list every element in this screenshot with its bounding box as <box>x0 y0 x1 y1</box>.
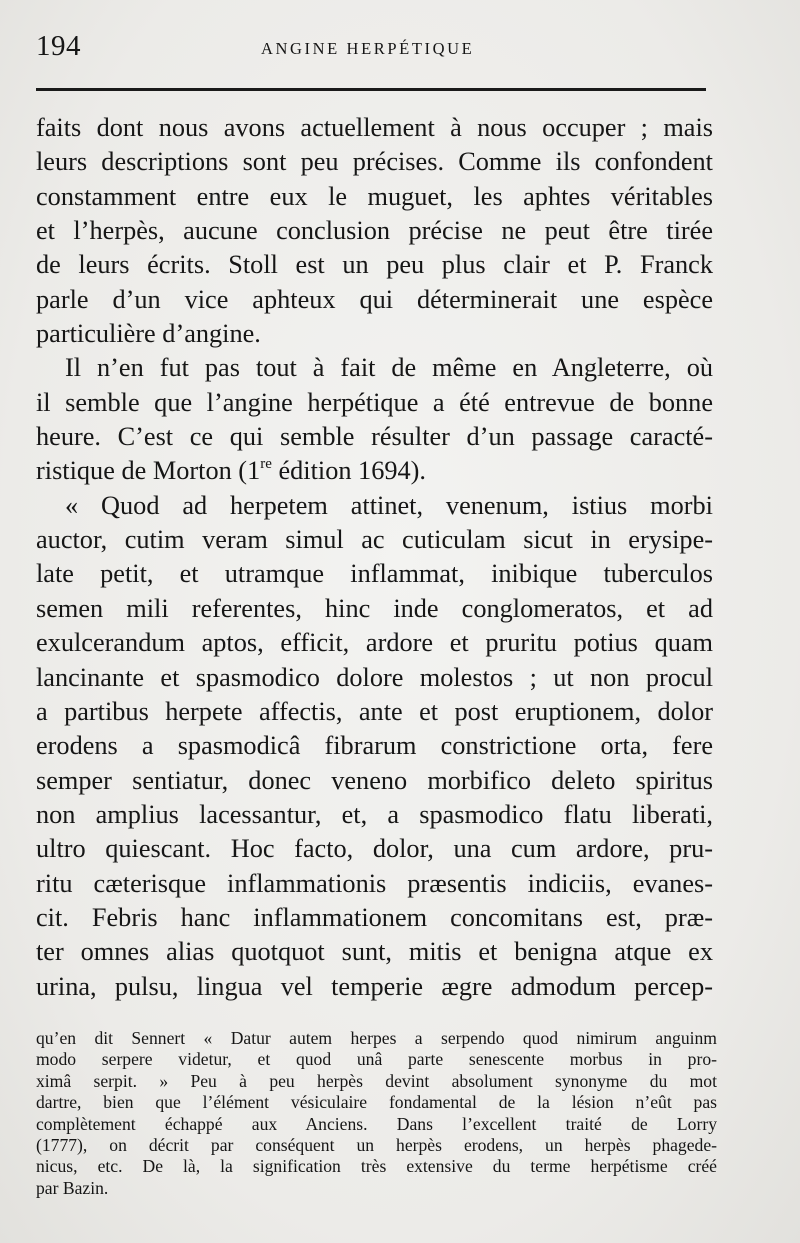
body-line: particulière d’angine. <box>36 319 261 349</box>
body-line: heure. C’est ce qui semble résulter d’un passage caracté- <box>36 422 713 452</box>
body-line: Il n’en fut pas tout à fait de même en Angleterre, où <box>65 353 713 383</box>
edition-superscript: re <box>260 455 272 472</box>
body-line: exulcerandum aptos, efficit, ardore et pruritu potius quam <box>36 628 713 658</box>
body-line: ritu cæterisque inflammationis præsentis indiciis, evanes- <box>36 868 713 898</box>
body-line: semper sentiatur, donec veneno morbifico deleto spiritus <box>36 765 713 795</box>
footnote-line: par Bazin. <box>36 1177 109 1198</box>
footnote-line: dartre, bien que l’élément vésiculaire fondamental de la lésion n’eût pas <box>36 1092 717 1113</box>
running-head <box>36 30 740 70</box>
body-line: il semble que l’angine herpétique a été entrevue de bonne <box>36 387 713 417</box>
footnote <box>36 1028 717 1199</box>
body-line: ter omnes alias quotquot sunt, mitis et benigna atque ex <box>36 937 713 967</box>
body-line: et l’herpès, aucune conclusion précise ne peut être tirée <box>36 216 713 246</box>
body-line: non amplius lacessantur, et, a spasmodico flatu liberati, <box>36 799 713 829</box>
body-line: cit. Febris hanc inflammationem concomitans est, præ- <box>36 902 713 932</box>
body-line: a partibus herpete affectis, ante et post eruptionem, dolor <box>36 696 713 726</box>
body-text <box>36 111 713 1004</box>
body-line: urina, pulsu, lingua vel temperie ægre admodum percep- <box>36 971 713 1001</box>
page-number: 194 <box>36 30 81 62</box>
body-line: erodens a spasmodicâ fibrarum constrictione orta, fere <box>36 731 713 761</box>
body-line: « Quod ad herpetem attinet, venenum, istius morbi <box>65 490 713 520</box>
footnote-line: (1777), on décrit par conséquent un herpès erodens, un herpès phagede- <box>36 1134 717 1155</box>
body-line: lancinante et spasmodico dolore molestos ; ut non procul <box>36 662 713 692</box>
morton-text-end: édition 1694). <box>271 456 426 486</box>
footnote-line: qu’en dit Sennert « Datur autem herpes a serpendo quod nimirum anguinm <box>36 1028 717 1048</box>
body-line: semen mili referentes, hinc inde conglomeratos, et ad <box>36 593 713 623</box>
body-line: constamment entre eux le muguet, les aphtes véritables <box>36 181 713 211</box>
header-rule <box>36 88 706 91</box>
morton-text: ristique de Morton (1 <box>36 456 261 486</box>
footnote-line: complètement échappé aux Anciens. Dans l’excellent traité de Lorry <box>36 1113 717 1134</box>
footnote-line: modo serpere videtur, et quod unâ parte senescente morbus in pro- <box>36 1049 717 1070</box>
body-line: faits dont nous avons actuellement à nous occuper ; mais <box>36 113 713 142</box>
body-line: late petit, et utramque inflammat, inibique tuberculos <box>36 559 713 589</box>
footnote-line: nicus, etc. De là, la signification très extensive du terme herpétisme créé <box>36 1156 717 1177</box>
body-line: auctor, cutim veram simul ac cuticulam sicut in erysipe- <box>36 525 713 555</box>
running-title: ANGINE HERPÉTIQUE <box>261 39 475 58</box>
body-line: de leurs écrits. Stoll est un peu plus clair et P. Franck <box>36 250 713 280</box>
body-line: leurs descriptions sont peu précises. Comme ils confondent <box>36 147 713 177</box>
body-line: parle d’un vice aphteux qui déterminerait une espèce <box>36 284 713 314</box>
body-line: ultro quiescant. Hoc facto, dolor, una cum ardore, pru- <box>36 834 713 864</box>
body-line-morton <box>36 454 713 488</box>
footnote-line: ximâ serpit. » Peu à peu herpès devint absolument synonyme du mot <box>36 1070 717 1091</box>
